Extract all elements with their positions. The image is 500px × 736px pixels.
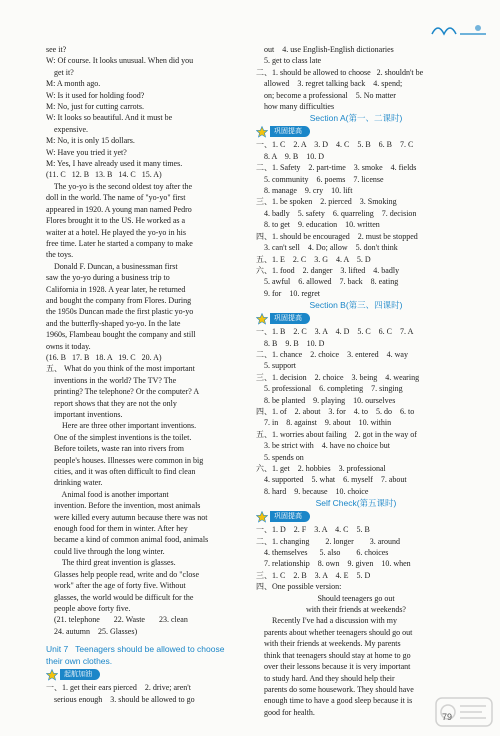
yoyo-passage (46, 181, 244, 352)
section-tag (256, 312, 456, 325)
passage-line: California in 1928. A year later, he returned (46, 284, 186, 294)
section-a-answers (256, 139, 456, 299)
passage-line: important inventions. (46, 410, 123, 419)
section-b-answers (256, 326, 456, 497)
answer-line: 4. supported 5. what 6. myself 7. about (256, 475, 407, 485)
passage-line: enough food for them in winter. After hey (46, 524, 188, 534)
essay-line: good for health. (256, 707, 315, 717)
tag-label: 巩固提高 (270, 126, 310, 137)
answer-line: 二、1. chance 2. choice 3. entered 4. way (256, 349, 408, 359)
essay-line: to study hard. And they should help their (256, 673, 395, 683)
passage-line: One of the simplest inventions is the toilet. (46, 432, 192, 442)
answer-line: 24. autumn 25. Glasses) (46, 626, 138, 636)
answer-line: 三、1. decision 2. choice 3. being 4. wearing (256, 372, 420, 382)
passage-line: invention. Before the invention, most animals (46, 501, 201, 511)
answer-line: 4. badly 5. safety 6. quarreling 7. decision (256, 208, 417, 218)
passage-line: were killed every autumn because there was not (46, 512, 208, 522)
passage-line: Here are three other important inventions. (46, 421, 197, 431)
answer-line: 一、1. B 2. C 3. A 4. D 5. C 6. C 7. A (256, 327, 414, 337)
passage-line: The third great invention is glasses. (46, 558, 176, 568)
essay-title-line: Should teenagers go out (317, 593, 395, 603)
section-tag (46, 668, 244, 681)
answers-21-25 (46, 614, 244, 637)
passage-line: glasses, the world would be difficult for the (46, 592, 194, 602)
answer-line: 三、1. C 2. B 3. A 4. E 5. D (256, 570, 371, 580)
dialogue-line: W: It looks so beautiful. And it must be (46, 113, 173, 123)
dialogue-line: W: Is it used for holding food? (46, 90, 145, 100)
tag-label: 巩固提高 (270, 313, 310, 324)
answer-line: 5. professional 6. completing 7. singing (256, 384, 403, 394)
essay-title-line: with their friends at weekends? (306, 605, 406, 615)
answer-line: 7. in 8. against 9. about 10. within (256, 418, 392, 428)
answer-line: 5. get to class late (256, 56, 322, 66)
answer-line: 8. B 9. B 10. D (256, 338, 325, 348)
section-a-title: Section A(第一、二课时) (309, 113, 403, 124)
passage-line: 1960s, Flambeau bought the company and still (46, 330, 196, 340)
answer-line: 5. community 6. poems 7. license (256, 174, 384, 184)
passage-line: the toys. (46, 250, 74, 260)
answer-line: 六、1. get 2. hobbies 3. professional (256, 464, 386, 473)
essay-line: parents about whether teenagers should go out (256, 627, 413, 637)
star-icon (256, 313, 268, 325)
passage-line: and bought the company from Flores. During (46, 295, 192, 305)
answer-line: 4. themselves 5. also 6. choices (256, 548, 389, 558)
answer-line: 5. awful 6. allowed 7. back 8. eating (256, 277, 399, 287)
dialogue-line: M: No, just for cutting carrots. (46, 102, 144, 112)
answer-line: 3. be strict with 4. have no choice but (256, 441, 390, 451)
corner-decoration-icon (428, 20, 488, 40)
essay-line: enough time to have a good sleep because it is (256, 696, 413, 706)
passage-line: inventions in the world? The TV? The (46, 375, 177, 385)
answer-line: 一、1. C 2. A 3. D 4. C 5. B 6. B 7. C (256, 140, 414, 150)
passage-line: appeared in 1920. A young man named Pedro (46, 204, 192, 214)
dialogue-line: see it? (46, 45, 67, 54)
answer-line: 一、1. get their ears pierced 2. drive; aren't (46, 683, 191, 693)
dialogue-line: W: Have you tried it yet? (46, 147, 127, 157)
answer-line: 二、1. should be allowed to choose 2. shouldn't be (256, 67, 424, 77)
tag-label: 巩固提高 (270, 511, 310, 522)
answer-line: 二、1. Safety 2. part-time 3. smoke 4. fields (256, 163, 417, 173)
answer-line: 5. spends on (256, 452, 304, 462)
answer-line: 8. manage 9. cry 10. lift (256, 186, 353, 196)
unit-answers (46, 682, 244, 705)
answer-line: 一、1. D 2. F 3. A 4. C 5. B (256, 525, 370, 535)
answers-16-20: (16. B 17. B 18. A 19. C 20. A) (46, 352, 162, 362)
dialogue-block (46, 44, 244, 169)
answer-line: serious enough 3. should be allowed to go (46, 694, 195, 704)
right-top-answers (256, 44, 456, 112)
passage-line: What do you think of the most important (64, 364, 195, 374)
answer-line: 四、1. of 2. about 3. for 4. to 5. do 6. to (256, 406, 415, 416)
dialogue-line: W: Of course. It looks unusual. When did you (46, 56, 194, 66)
answer-line: 三、1. be spoken 2. pierced 3. Smoking (256, 197, 397, 207)
passage-line: report shows that they are not the only (46, 398, 177, 408)
passage-line: doll in the world. The name of "yo-yo" first (46, 193, 186, 203)
essay-line: Recently I've had a discussion with my (256, 616, 397, 626)
passage-line: the 1950s Duncan made the first plastic yo-yo (46, 307, 194, 317)
passage-line: people above forty five. (46, 603, 131, 613)
essay-line: with their friends at weekends. My parents (256, 639, 401, 649)
essay-line: think that teenagers should stay at home to go (256, 650, 411, 660)
passage-line: free time. Later he started a company to make (46, 238, 193, 248)
page-number: 79 (441, 712, 452, 722)
passage-line: Glasses help people read, write and do "close (46, 569, 199, 579)
passage-line: Animal food is another important (46, 489, 169, 499)
answer-line: allowed 3. regret talking back 4. spend; (256, 79, 403, 89)
dialogue-line: expensive. (46, 124, 88, 134)
answers-11-15: (11. C 12. B 13. B 14. C 15. A) (46, 170, 162, 180)
unit-title-line: their own clothes. (46, 656, 113, 667)
answer-line: 8. to get 9. education 10. written (256, 220, 380, 230)
watermark-stamp-icon (434, 694, 494, 730)
left-column (46, 44, 244, 705)
passage-line: and the butterfly-shaped yo-yo. In the late (46, 318, 181, 328)
answer-line: on; become a professional 5. No matter (256, 90, 396, 100)
answer-line: 五、1. E 2. C 3. G 4. A 5. D (256, 254, 371, 264)
tag-label: 起航加油 (60, 669, 100, 680)
passage-line: drinking water. (46, 478, 103, 488)
passage-line: waiter at a hotel. He played the yo-yo in his (46, 227, 186, 237)
answer-line: 二、1. changing 2. longer 3. around (256, 536, 400, 546)
passage-line: cities, and it was often difficult to find clean (46, 467, 196, 477)
answer-line: out 4. use English-English dictionaries (256, 45, 394, 54)
answer-line: 8. be planted 9. playing 10. ourselves (256, 395, 396, 405)
dialogue-line: M: No, it is only 15 dollars. (46, 136, 135, 146)
passage-line: could live through the long winter. (46, 546, 165, 556)
self-check-title: Self Check(第五课时) (315, 498, 397, 509)
passage-line: The yo-yo is the second oldest toy after the (46, 181, 193, 191)
section-b-title: Section B(第三、四课时) (309, 300, 403, 311)
passage-line: became a kind of common animal food, animals (46, 535, 209, 545)
unit-7-title (46, 643, 244, 667)
passage-line: owns it today. (46, 341, 91, 351)
passage-line: Before toilets, waste ran into rivers from (46, 444, 184, 454)
answer-line: 3. can't sell 4. Do; allow 5. don't think (256, 243, 398, 253)
answer-line: 六、1. food 2. danger 3. lifted 4. badly (256, 265, 400, 275)
answer-line: 9. for 10. regret (256, 288, 320, 298)
essay-line: parents do some housework. They should have (256, 684, 414, 694)
self-check-answers (256, 524, 456, 592)
passage-line: Donald F. Duncan, a businessman first (46, 261, 178, 271)
right-column (256, 44, 456, 718)
answer-line: 四、One possible version: (256, 582, 342, 592)
answer-line: 8. A 9. B 10. D (256, 151, 325, 161)
dialogue-line: M: Yes, I have already used it many times. (46, 159, 183, 169)
answer-line: 四、1. should be encouraged 2. must be stopped (256, 231, 418, 241)
inventions-passage (46, 363, 244, 614)
star-icon (256, 511, 268, 523)
essay-text (256, 615, 456, 718)
passage-line: saw the yo-yo during a business trip to (46, 273, 170, 283)
answer-line: (21. telephone 22. Waste 23. clean (46, 615, 188, 625)
star-icon (46, 669, 58, 681)
section-tag (256, 510, 456, 523)
section-tag (256, 125, 456, 138)
passage-line: printing? The telephone? Or the computer? A (46, 387, 200, 397)
essay-title (256, 593, 456, 616)
star-icon (256, 126, 268, 138)
essay-line: over their lessons because it is very important (256, 662, 411, 672)
answer-line: 5. support (256, 361, 296, 371)
answer-line: how many difficulties (256, 102, 335, 112)
answer-line: 8. hard 9. because 10. choice (256, 486, 369, 496)
passage-line: Flores brought it to the US. He worked as a (46, 216, 186, 226)
dialogue-line: M: A month ago. (46, 79, 101, 89)
dialogue-line: get it? (46, 67, 74, 77)
unit-title-line: Unit 7 Teenagers should be allowed to choose (46, 644, 225, 655)
answer-line: 7. relationship 8. own 9. given 10. when (256, 559, 411, 569)
answer-line: 五、1. worries about failing 2. got in the way of (256, 429, 417, 439)
passage-line: work" after the age of forty five. Without (46, 581, 186, 591)
passage-line: people's houses. Illnesses were common in big (46, 455, 204, 465)
section-five-label: 五、 (46, 364, 62, 374)
